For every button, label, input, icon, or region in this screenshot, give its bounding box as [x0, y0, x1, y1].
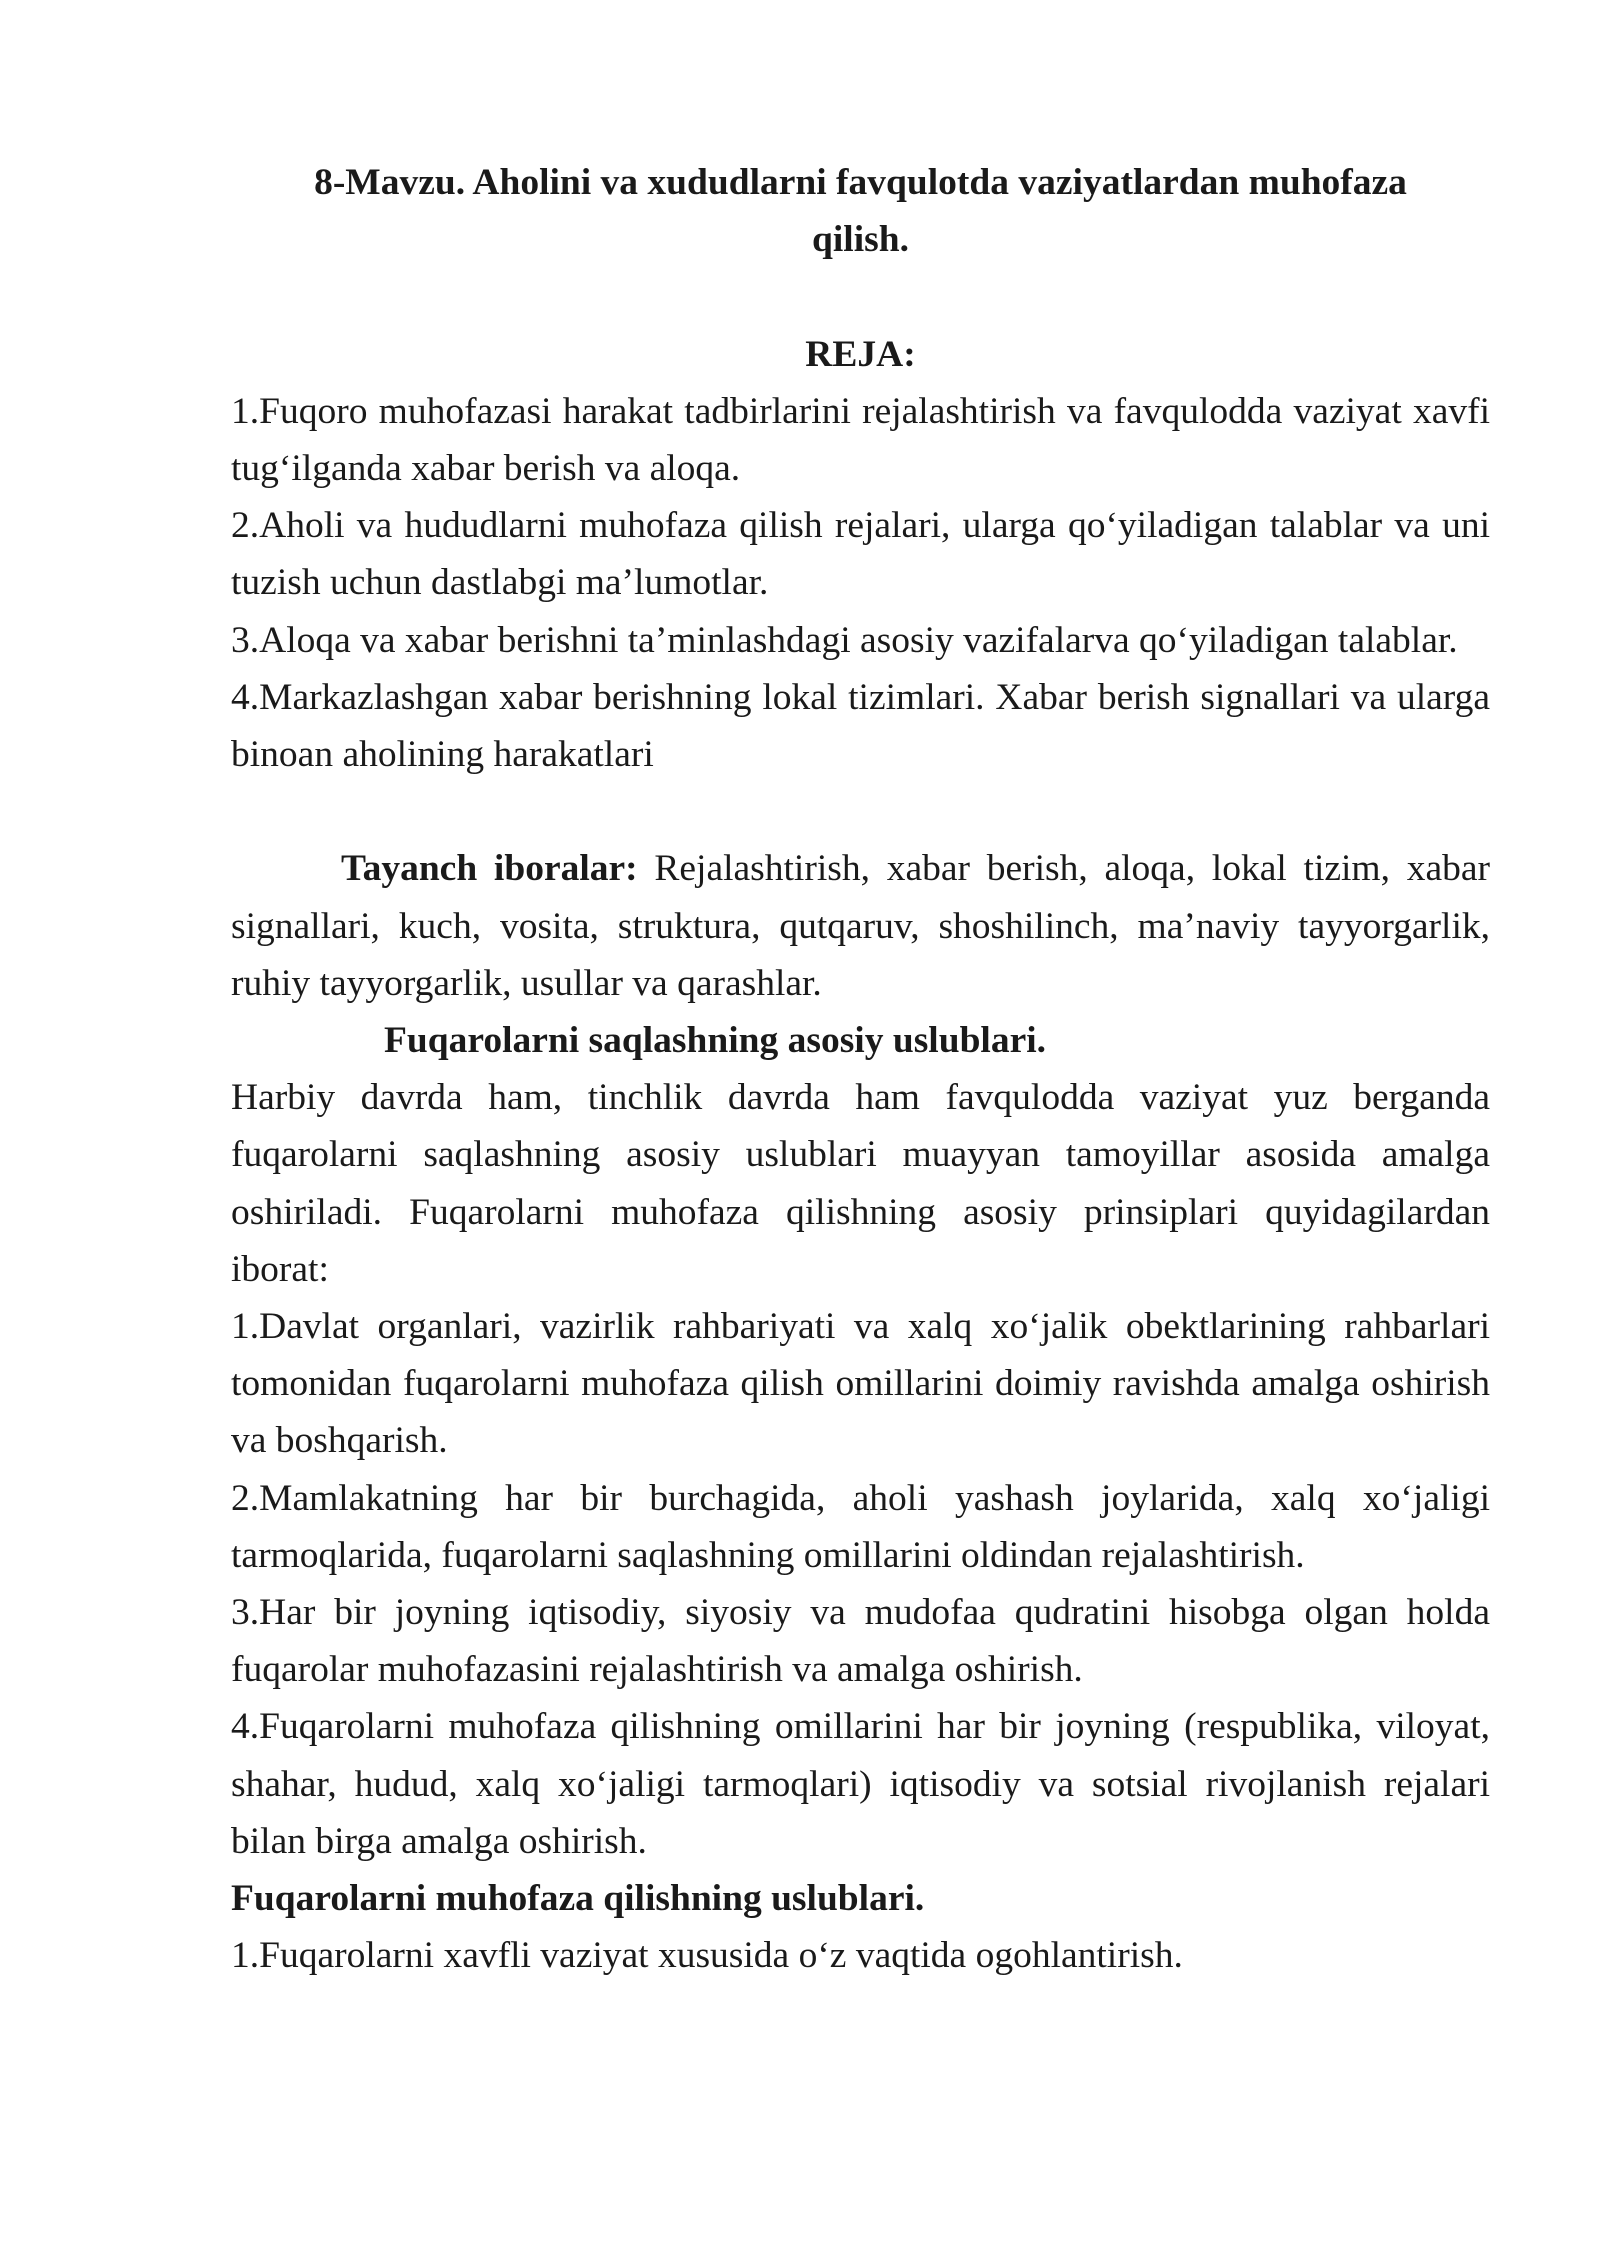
- method-item-1: 1.Fuqarolarni xavfli vaziyat xususida o‘z vaqtida ogohlantirish.: [231, 1935, 1183, 1977]
- principle-item-1: 1.Davlat organlari, vazirlik rahbariyati va xalq xo‘jalik obektlarining rahbarlari tomonidan fuqarolarni muhofaza qilish omillarini doimiy ravishda amalga oshirish va boshqarish.: [231, 1306, 1490, 1462]
- spacer: [231, 268, 1490, 325]
- section-heading-main-methods: Fuqarolarni saqlashning asosiy uslublari.: [384, 1020, 1047, 1062]
- section-heading-protection-methods: Fuqarolarni muhofaza qilishning uslublari.: [231, 1878, 925, 1920]
- principle-item-3: 3.Har bir joyning iqtisodiy, siyosiy va mudofaa qudratini hisobga olgan holda fuqarolar muhofazasini rejalashtirish va amalga oshirish.: [231, 1592, 1490, 1691]
- plan-item-1: 1.Fuqoro muhofazasi harakat tadbirlarini rejalashtirish va favqulodda vaziyat xavfi tug‘ilganda xabar berish va aloqa.: [231, 390, 1490, 489]
- document-title-line-2: qilish.: [812, 219, 909, 261]
- section-intro-paragraph: Harbiy davrda ham, tinchlik davrda ham favqulodda vaziyat yuz berganda fuqarolarni saqlashning asosiy uslublari muayyan tamoyillar asosida amalga oshiriladi. Fuqarolarni muhofaza qilishning asosiy prinsiplari quyidagilardan iborat:: [231, 1077, 1490, 1290]
- document-title-line-1: 8-Mavzu. Aholini va xududlarni favqulotda vaziyatlardan muhofaza: [314, 162, 1407, 203]
- principle-item-2: 2.Mamlakatning har bir burchagida, aholi yashash joylarida, xalq xo‘jaligi tarmoqlarida, fuqarolarni saqlashning omillarini oldindan rejalashtirish.: [231, 1477, 1490, 1576]
- plan-heading: REJA:: [805, 333, 916, 375]
- keywords-paragraph: [231, 840, 1490, 1012]
- principle-item-4: 4.Fuqarolarni muhofaza qilishning omillarini har bir joyning (respublika, viloyat, shahar, hudud, xalq xo‘jaligi tarmoqlari) iqtisodiy va sotsial rivojlanish rejalari bilan birga amalga oshirish.: [231, 1706, 1490, 1862]
- spacer: [231, 783, 1490, 840]
- keywords-text: Rejalashtirish, xabar berish, aloqa, lokal tizim, xabar signallari, kuch, vosita, struktura, qutqaruv, shoshilinch, ma’naviy tayyorgarlik, ruhiy tayyorgarlik, usullar va qarashlar.: [231, 848, 1490, 1004]
- plan-item-4: 4.Markazlashgan xabar berishning lokal tizimlari. Xabar berish signallari va ularga binoan aholining harakatlari: [231, 676, 1490, 776]
- plan-item-3: 3.Aloqa va xabar berishni ta’minlashdagi asosiy vazifalarva qo‘yiladigan talablar.: [231, 619, 1458, 661]
- document-page: [231, 154, 1490, 1984]
- plan-item-2: 2.Aholi va hududlarni muhofaza qilish rejalari, ularga qo‘yiladigan talablar va uni tuzish uchun dastlabgi ma’lumotlar.: [231, 505, 1490, 604]
- keywords-label: Tayanch iboralar:: [341, 848, 638, 890]
